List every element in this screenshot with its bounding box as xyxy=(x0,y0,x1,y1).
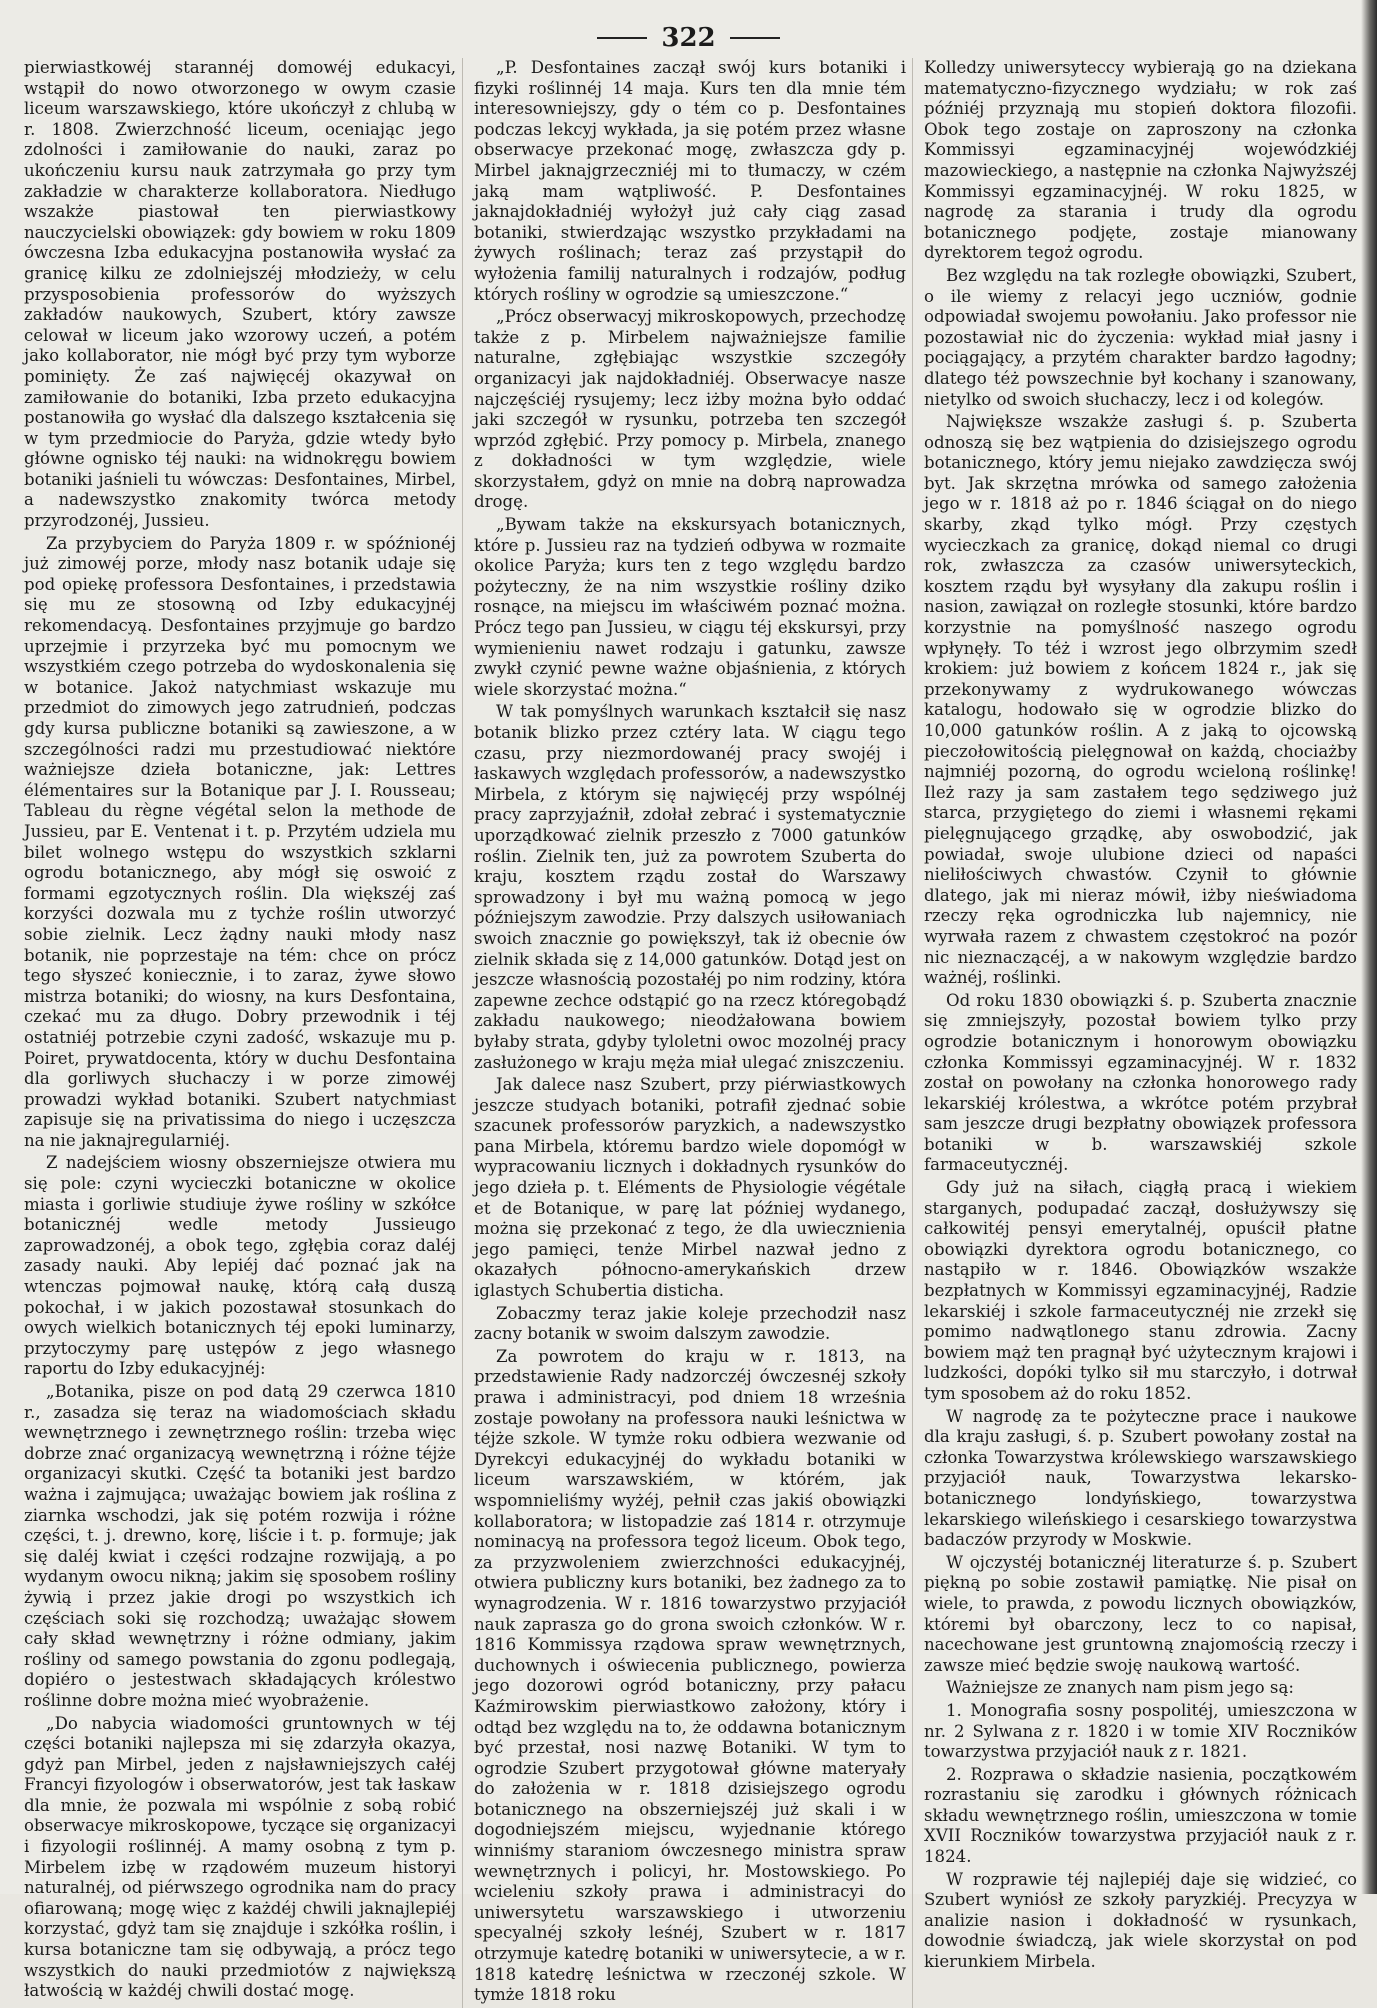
paragraph: W tak pomyślnych warunkach kształcił się nasz botanik blizko przez cztéry lata. W ciągu tego czasu, przy niezmordowanéj pracy swojéj i łaskawych względach professorów, a nadewszystko Mirbela, z którym się najwięcéj przy wspólnéj pracy zaprzyjaźnił, zdołał zebrać i systematycznie uporządkować zielnik przeszło z 7000 gatunków roślin. Zielnik ten, już za powrotem Szuberta do kraju, kosztem rządu został do Warszawy sprowadzony i był mu ważną pomocą w jego późniejszym zawodzie. Przy dalszych usiłowaniach swoich znacznie go powiększył, tak iż obecnie ów zielnik składa się z 14,000 gatunków. Dotąd jest on jeszcze własnością pozostałéj po nim rodziny, która zapewne zechce odstąpić go na rzecz któregobądź zakładu naukowego; nieodżałowana bowiem byłaby strata, gdyby tyloletni owoc mozolnéj pracy zasłużonego w kraju męża miał ulegać zniszczeniu. xyxy=(474,702,906,1072)
paragraph: Od roku 1830 obowiązki ś. p. Szuberta znacznie się zmniejszyły, pozostał bowiem tylko przy ogrodzie botanicznym i honorowym obowiązku członka Kommissyi egzaminacyjnéj. W r. 1832 został on powołany na członka honorowego rady lekarskiéj królestwa, a wkrótce potém przybrał sam jeszcze drugi bezpłatny obowiązek professora botaniki w b. warszawskiéj szkole farmaceutycznéj. xyxy=(924,990,1357,1175)
paragraph: W rozprawie téj najlepiéj daje się widzieć, co Szubert wyniósł ze szkoły paryzkiéj. Precyzya w analizie nasion i dokładność w rysunkach, dowodnie świadczą, jak wiele skorzystał on pod kierunkiem Mirbela. xyxy=(924,1869,1357,1972)
column-3 xyxy=(918,58,1363,2008)
paragraph: Za przybyciem do Paryża 1809 r. w spóźnionéj już zimowéj porze, młody nasz botanik udaje się pod opiekę professora Desfontaines, i przedstawia się mu ze stosowną od Izby edukacyjnéj rekomendacyą. Desfontaines przyjmuje go bardzo uprzejmie i przyrzeka być mu pomocnym we wszystkiém czego potrzeba do wydoskonalenia się w botanice. Jakoż natychmiast wskazuje mu przedmiot do zimowych jego zatrudnień, podczas gdy kursa publiczne botaniki są zawieszone, a w szczególności radzi mu przestudiować niektóre ważniejsze dzieła botaniczne, jak: Lettres élémentaires sur la Botanique par J. I. Rousseau; Tableau du règne végétal selon la methode de Jussieu, par E. Ventenat i t. p. Przytém udziela mu bilet wolnego wstępu do wszystkich szklarni ogrodu botanicznego, aby mógł się oswoić z formami egzotycznych roślin. Dla większéj zaś korzyści dozwala mu z tychże roślin utworzyć sobie zielnik. Lecz żądny nauki młody nasz botanik, nie poprzestaje na tém: chce on prócz tego słyszeć koniecznie, i to zaraz, żywe słowo mistrza botaniki; do wiosny, na kurs Desfontaina, czekać mu za długo. Dobry przewodnik i téj ostatniéj potrzebie czyni zadość, wskazuje mu p. Poiret, prywatdocenta, który w duchu Desfontaina dla gorliwych słuchaczy i w porze zimowéj prowadzi wykład botaniki. Szubert natychmiast zapisuje się na privatissima do niego i uczęszcza na nie jaknajregularniéj. xyxy=(24,533,456,1150)
paragraph: „Prócz obserwacyj mikroskopowych, przechodzę także z p. Mirbelem najważniejsze familie naturalne, zgłębiając wszystkie szczegóły organizacyi jak najdokładniéj. Obserwacye nasze najczęściéj rysujemy; lecz iżby można było oddać jaki szczegół w rysunku, potrzeba ten szczegół wprzód zgłębić. Przy pomocy p. Mirbela, znanego z dokładności w tym względzie, wiele skorzystałem, gdyż on mnie na dobrą naprowadza drogę. xyxy=(474,307,906,512)
paragraph: Zobaczmy teraz jakie koleje przechodził nasz zacny botanik w swoim dalszym zawodzie. xyxy=(474,1303,906,1344)
paragraph: Ważniejsze ze znanych nam pism jego są: xyxy=(946,1678,1294,1698)
column-1 xyxy=(18,58,463,2008)
paragraph: W ojczystéj botanicznéj literaturze ś. p. Szubert piękną po sobie zostawił pamiątkę. Nie pisał on wiele, to prawda, z powodu licznych obowiązków, któremi był obarczony, lecz to co napisał, nacechowane jest gruntowną znajomością rzeczy i zawsze mieć będzie swoję naukową wartość. xyxy=(924,1552,1357,1675)
paragraph: W nagrodę za te pożyteczne prace i naukowe dla kraju zasługi, ś. p. Szubert powołany został na członka Towarzystwa królewskiego warszawskiego przyjaciół nauk, Towarzystwa lekarsko-botanicznego londyńskiego, towarzystwa lekarskiego wileńskiego i cesarskiego towarzystwa badaczów przyrody w Moskwie. xyxy=(924,1406,1357,1550)
paragraph: „Botanika, pisze on pod datą 29 czerwca 1810 r., zasadza się teraz na wiadomościach składu wewnętrznego i zewnętrznego roślin: trzeba więc dobrze znać organizacyą wewnętrzną i różne téjże organizacyi skutki. Część ta botaniki jest bardzo ważna i zajmująca; uważając bowiem jak roślina z ziarnka wschodzi, jak się potém rozwija i różne części, t. j. drewno, korę, liście i t. p. formuje; jak się daléj kwiat i części rodzajne rozwijają, a po wydanym owocu nikną; jakim się sposobem rośliny żywią i przez jakie drogi po wszystkich ich częściach soki się rozchodzą; uważając słowem cały skład wewnętrzny i różne odmiany, jakim rośliny od samego powstania do zgonu podlegają, dopiéro o jestestwach składających królestwo roślinne dobre można mieć wyobrażenie. xyxy=(24,1382,456,1710)
paragraph: 1. Monografia sosny pospolitéj, umieszczona w nr. 2 Sylwana z r. 1820 i w tomie XIV Roczników towarzystwa przyjaciół nauk z r. 1821. xyxy=(924,1700,1357,1762)
paragraph: Bez względu na tak rozległe obowiązki, Szubert, o ile wiemy z relacyi jego uczniów, godnie odpowiadał swojemu powołaniu. Jako professor nie pozostawiał nic do życzenia: wykład miał jasny i pociągający, a przytém charakter bardzo łagodny; dlatego téż powszechnie był kochany i szanowany, nietylko od swoich słuchaczy, lecz i od kolegów. xyxy=(924,265,1357,409)
paragraph: Gdy już na siłach, ciągłą pracą i wiekiem starganych, podupadać zaczął, dosłużywszy się całkowitéj pensyi emerytalnéj, opuścił płatne obowiązki dyrektora ogrodu botanicznego, co nastąpiło w r. 1846. Obowiązków wszakże bezpłatnych w Kommissyi egzaminacyjnéj, Radzie lekarskiéj i szkole farmaceutycznéj nie zrzekł się pomimo nadwątlonego stanu zdrowia. Zacny bowiem mąż ten pragnął być użytecznym krajowi i ludzkości, dopóki tylko sił mu starczyło, i dotrwał tym sposobem aż do roku 1852. xyxy=(924,1178,1357,1403)
header-rule-left xyxy=(597,37,647,39)
text-columns xyxy=(18,58,1358,2005)
paragraph: Z nadejściem wiosny obszerniejsze otwiera mu się pole: czyni wycieczki botaniczne w okolice miasta i gorliwie studiuje żywe rośliny w szkółce botanicznéj wedle metody Jussieugo zaprowadzonéj, a obok tego, zgłębia coraz daléj zasady nauki. Aby lepiéj dać poznać jak na wtenczas pojmował naukę, którą całą duszą pokochał, i w jakich pozostawał stosunkach do owych wielkich botanicznych téj epoki luminarzy, przytoczymy parę ustępów z jego własnego raportu do Izby edukacyjnéj: xyxy=(24,1153,456,1379)
paragraph: „P. Desfontaines zaczął swój kurs botaniki i fizyki roślinnéj 14 maja. Kurs ten dla mnie tém interesowniejszy, gdy o tém co p. Desfontaines podczas lekcyj wykłada, ja się potém przez własne obserwacye przekonać mogę, zwłaszcza gdy p. Mirbel jaknajgrzeczniéj mi to tłumaczy, w czém jaką mam wątpliwość. P. Desfontaines jaknajdokładniéj wyłożył już cały ciąg zasad botaniki, stwierdzając wszystko przykładami na żywych roślinach; teraz zaś przystąpił do wyłożenia familij naturalnych i rodzajów, podług których rośliny w ogrodzie są umieszczone.“ xyxy=(474,58,906,304)
paragraph: „Bywam także na ekskursyach botanicznych, które p. Jussieu raz na tydzień odbywa w rozmaite okolice Paryża; kurs ten z tego względu bardzo pożyteczny, że na nim wszystkie rośliny dziko rosnące, na miejscu im właściwém poznać można. Prócz tego pan Jussieu, w ciągu téj ekskursyi, przy wymienieniu nawet rodzaju i gatunku, zawsze zwykł czynić pewne ważne objaśnienia, z których wiele skorzystać można.“ xyxy=(474,515,906,699)
paragraph: Największe wszakże zasługi ś. p. Szuberta odnoszą się bez wątpienia do dzisiejszego ogrodu botanicznego, który jemu niejako zawdzięcza swój byt. Jak skrzętna mrówka od samego założenia jego w r. 1818 aż po r. 1846 ściągał on do niego skarby, zkąd tylko mógł. Przy częstych wycieczkach za granicę, dokąd niemal co drugi rok, zwłaszcza za czasów uniwersyteckich, kosztem rządu był wysyłany dla zakupu roślin i nasion, zawiązał on rozległe stosunki, które bardzo korzystnie na pomyślność naszego ogrodu wpłynęły. To téż i wzrost jego olbrzymim szedł krokiem: już bowiem z końcem 1824 r., jak się przekonywamy z wydrukowanego wówczas katalogu, hodowało się w ogrodzie blizko do 10,000 gatunków roślin. A z jaką to ojcowską pieczołowitością pielęgnował on każdą, chociażby najmniéj pozorną, do ogrodu wcieloną roślinkę! Ileż razy ja sam zastałem tego sędziwego już starca, przygiętego do ziemi i własnemi rękami pielęgnującego grządkę, aby oswobodzić, jak powiadał, swoje ulubione dzieci od napaści nieliłościwych chwastów. Czynił to głównie dlatego, jak mi nieraz mówił, iżby nieświadoma rzeczy ręka ogrodniczka lub najemnicy, nie wyrwała razem z chwastem częstokroć na pozór nic nieznaczącéj, a w nakowym względzie bardzo ważnéj, roślinki. xyxy=(924,412,1357,988)
paragraph: Jak dalece nasz Szubert, przy piérwiastkowych jeszcze studyach botaniki, potrafił zjednać sobie szacunek professorów paryzkich, a nadewszystko pana Mirbela, któremu bardzo wiele dopomógł w wypracowaniu licznych i dokładnych rysunków do jego dzieła p. t. Eléments de Physiologie végétale et de Botanique, w parę lat później wydanego, można się przekonać z tego, że dla uwiecznienia jego pamięci, tenże Mirbel nazwał jedno z okazałych północno-amerykańskich drzew iglastych Schubertia disticha. xyxy=(474,1075,906,1301)
paragraph: Kolledzy uniwersyteccy wybierają go na dziekana matematyczno-fizycznego wydziału; w rok zaś późniéj przyznają mu stopień doktora filozofii. Obok tego zostaje on zaproszony na członka Kommissyi egzaminacyjnéj wojewódzkiéj mazowieckiego, a następnie na członka Najwyższéj Kommissyi egzaminacyjnéj. W roku 1825, w nagrodę za starania i trudy dla ogrodu botanicznego podjęte, zostaje mianowany dyrektorem tegoż ogrodu. xyxy=(924,58,1357,263)
paragraph: „Do nabycia wiadomości gruntownych w téj części botaniki najlepsza mi się zdarzyła okazya, gdyż pan Mirbel, jeden z najsławniejszych całéj Francyi fizyologów i obserwatorów, jest tak łaskaw dla mnie, że pozwala mi wspólnie z sobą robić obserwacye mikroskopowe, tyczące się organizacyi i fizyologii roślinnéj. A mamy osobną z tym p. Mirbelem izbę w rządowém muzeum historyi naturalnéj, od piérwszego ogrodnika nam do pracy ofiarowaną; mogę więc z każdéj chwili jaknajlepiéj korzystać, gdyż tam się znajduje i szkółka roślin, i kursa botaniczne tam się odbywają, a prócz tego wszystkich do nauki przedmiotów z największą łatwością w każdéj chwili dostać mogę. xyxy=(24,1713,456,2001)
paragraph: Za powrotem do kraju w r. 1813, na przedstawienie Rady nadzorczéj ówczesnéj szkoły prawa i administracyi, pod dniem 18 września zostaje powołany na professora nauki leśnictwa w téjże szkole. W tymże roku odbiera wezwanie od Dyrekcyi edukacyjnéj do wykładu botaniki w liceum warszawskiém, w którém, jak wspomnieliśmy wyżéj, pełnił czas jakiś obowiązki kollaboratora; w listopadzie zaś 1814 r. otrzymuje nominacyą na professora tegoż liceum. Obok tego, za przyzwoleniem zwierzchności edukacyjnéj, otwiera publiczny kurs botaniki, bez żadnego za to wynagrodzenia. W r. 1816 towarzystwo przyjaciół nauk zaprasza go do grona swoich członków. W r. 1816 Kommissya rządowa spraw wewnętrznych, duchownych i oświecenia publicznego, powierza jego dozorowi ogród botaniczny, przy pałacu Kaźmirowskim pierwiastkowo założony, który i odtąd bez względu na to, że oddawna botanicznym być przestał, nosi nazwę Botaniki. W tym to ogrodzie Szubert przygotował główne materyały do założenia w r. 1818 dzisiejszego ogrodu botanicznego na obszerniejszéj już skali i w dogodniejszém miejscu, wyjednanie którego winniśmy staraniom ówczesnego ministra spraw wewnętrznych i policyi, hr. Mostowskiego. Po wcieleniu szkoły prawa i administracyi do uniwersytetu warszawskiego i utworzeniu specyalnéj szkoły leśnéj, Szubert w r. 1817 otrzymuje katedrę botaniki w uniwersytecie, a w r. 1818 katedrę leśnictwa w rzeczonéj szkole. W tymże 1818 roku xyxy=(474,1346,906,2005)
paragraph: pierwiastkowéj starannéj domowéj edukacyi, wstąpił do nowo otworzonego w owym czasie liceum warszawskiego, które ukończył z chlubą w r. 1808. Zwierzchność liceum, oceniając jego zdolności i zamiłowanie do nauki, zaraz po ukończeniu kursu nauk zatrzymała go przy tym zakładzie w charakterze kollaboratora. Niedługo wszakże piastował ten pierwiastkowy nauczycielski obowiązek: gdy bowiem w roku 1809 ówczesna Izba edukacyjna postanowiła wysłać za granicę kilku ze zdolniejszéj młodzieży, w celu przysposobienia professorów do wyższych zakładów naukowych, Szubert, który zawsze celował w liceum jako wzorowy uczeń, a potém jako kollaborator, nie mógł być przy tym wyborze pominięty. Że zaś najwięcéj okazywał on zamiłowanie do botaniki, Izba przeto edukacyjna postanowiła go wysłać dla dalszego kształcenia się w tym przedmiocie do Paryża, gdzie wtedy było główne ognisko téj nauki: na widnokręgu bowiem botaniki jaśnieli tu wówczas: Desfontaines, Mirbel, a nadewszystko znakomity twórca metody przyrodzonéj, Jussieu. xyxy=(24,58,456,531)
page-header xyxy=(0,18,1377,58)
column-2 xyxy=(468,58,913,2008)
page-number: 322 xyxy=(661,23,716,53)
scan-edge xyxy=(1361,0,1377,1894)
paragraph: 2. Rozprawa o składzie nasienia, początkowém rozrastaniu się zarodku i głównych różnicach składu wewnętrznego roślin, umieszczona w tomie XVII Roczników towarzystwa przyjaciół nauk z r. 1824. xyxy=(924,1764,1357,1867)
header-rule-right xyxy=(730,37,780,39)
